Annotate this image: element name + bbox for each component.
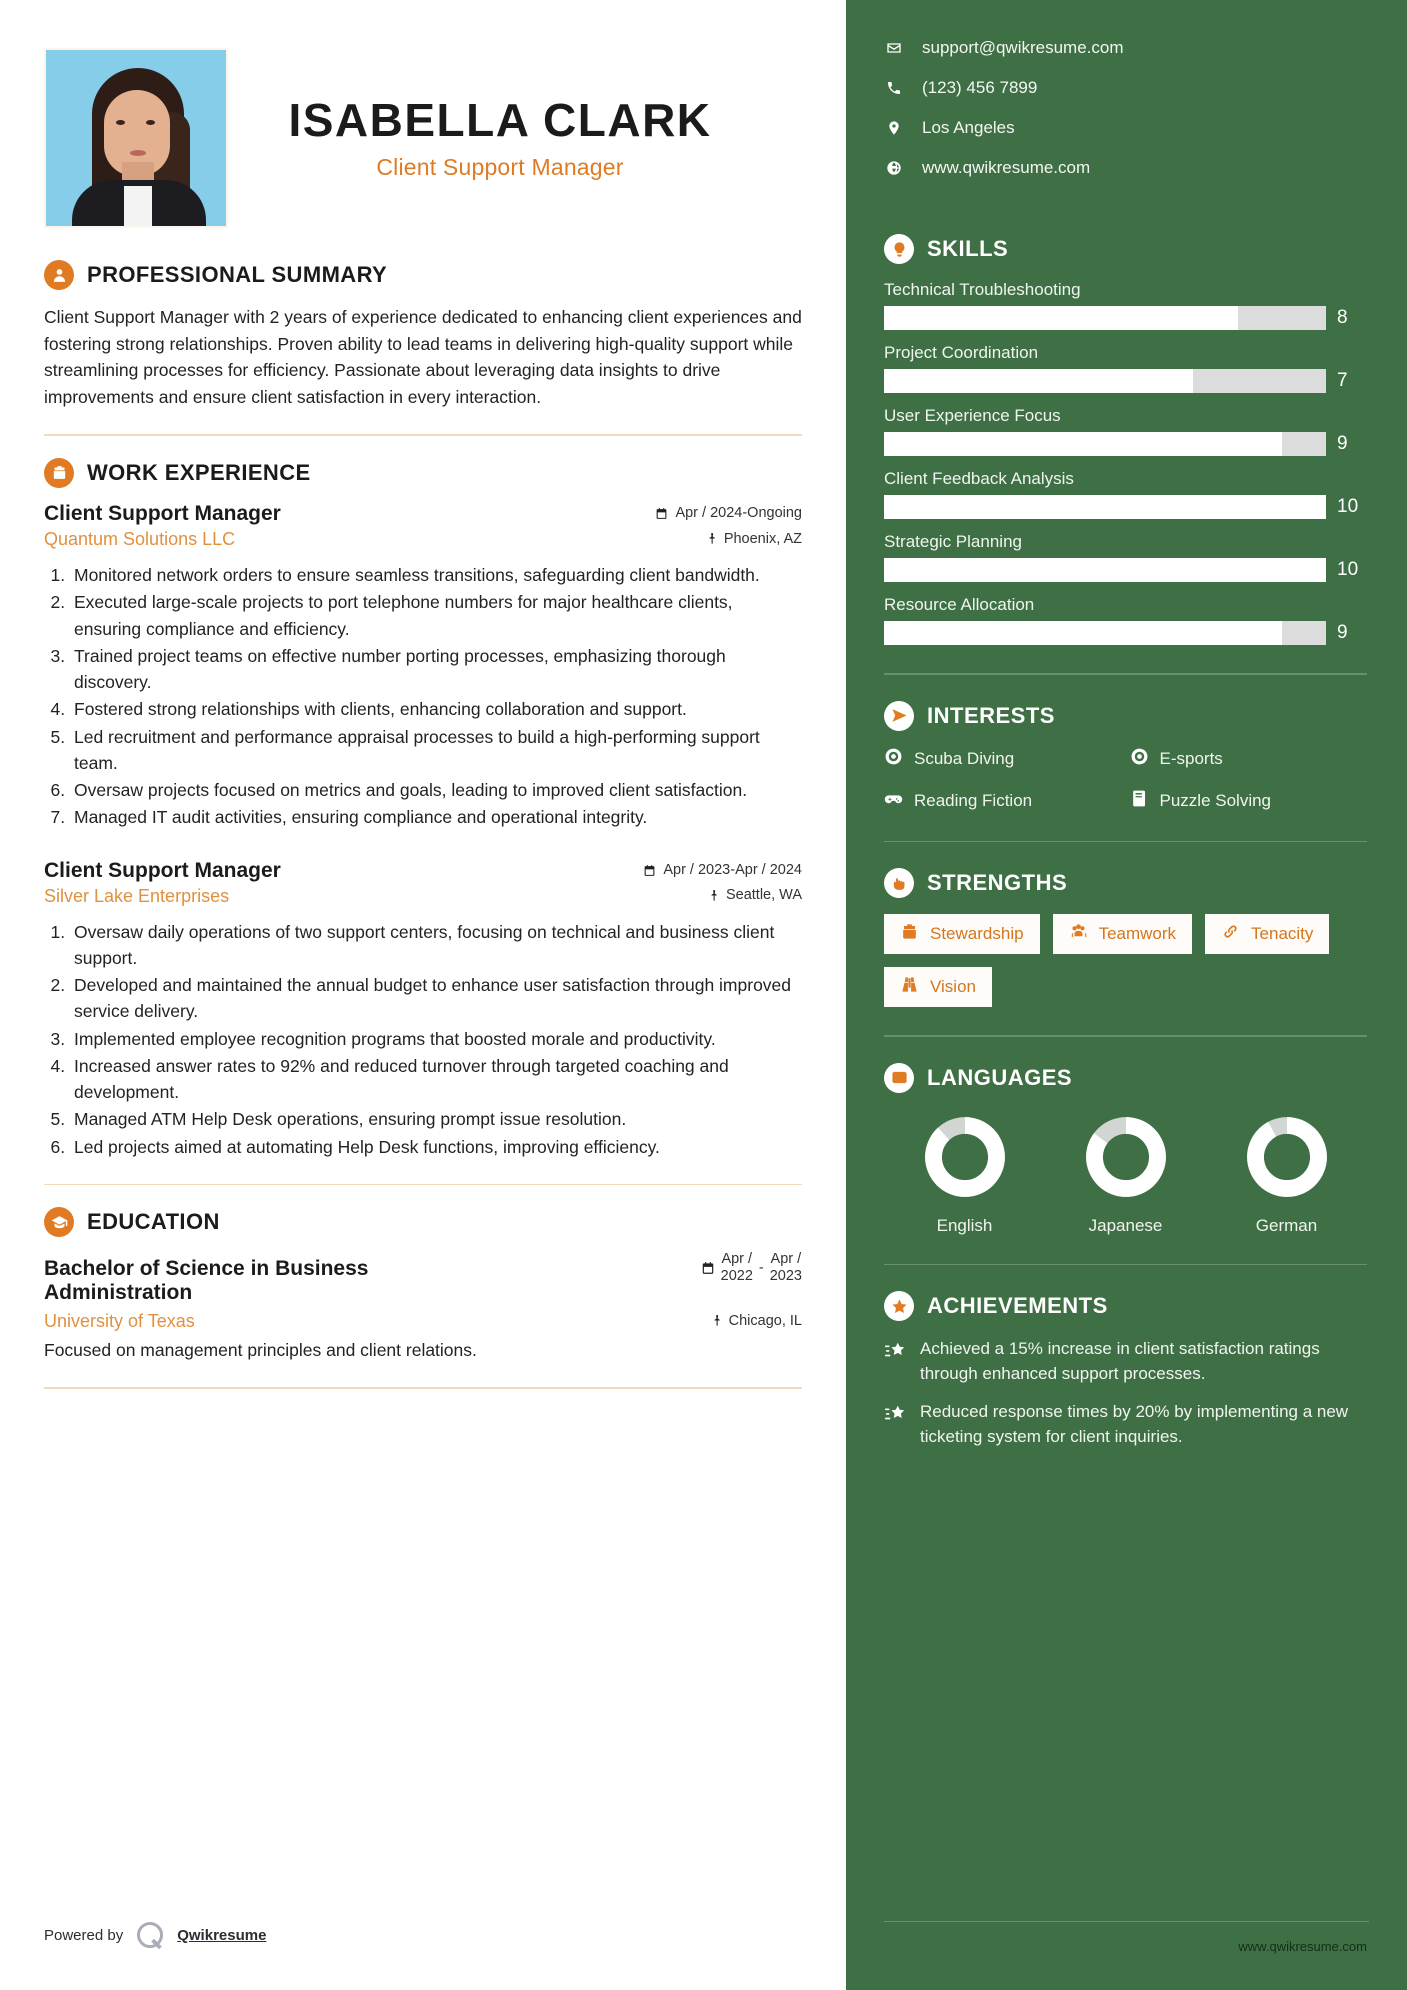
skill-bar [884,432,1326,456]
interest-item [1130,789,1368,813]
divider-2 [44,1184,802,1186]
school-name: University of Texas [44,1311,195,1332]
contact-phone-text: (123) 456 7899 [922,78,1038,97]
sidebar-divider-1 [884,673,1367,675]
languages-section [884,1063,1367,1236]
skill-item [884,532,1367,582]
envelope-icon [884,40,904,56]
divider-3 [44,1387,802,1389]
education-date-end-line1: Apr / [770,1251,802,1268]
list-item: 5. Managed ATM Help Desk operations, ensuring prompt issue resolution. [70,1106,802,1132]
contact-phone-row[interactable] [884,78,1367,98]
link-icon [1221,922,1240,946]
lightbulb-icon [884,234,914,264]
person-icon [44,260,74,290]
interest-item [884,789,1122,813]
skill-label: Project Coordination [884,343,1039,362]
gamepad-icon [884,789,903,813]
work-title: WORK EXPERIENCE [87,459,311,485]
fist-icon [884,868,914,898]
language-label: German [1255,1215,1318,1235]
skill-bar [884,495,1326,519]
contact-section [884,38,1367,178]
language-item [1245,1115,1329,1236]
skills-title: SKILLS [927,236,1009,261]
interest-label: Puzzle Solving [1159,790,1272,810]
skills-section [884,234,1367,645]
list-item: 3. Trained project teams on effective number porting processes, emphasizing thorough discovery. [70,643,802,696]
achievement-item [884,1400,1367,1449]
right-sidebar [846,0,1407,1990]
education-section [44,1207,802,1361]
languages-heading [884,1063,1367,1093]
strengths-heading [884,868,1367,898]
achievements-heading [884,1291,1367,1321]
interest-label: E-sports [1159,748,1223,768]
phone-icon [884,80,904,96]
strength-chip [1205,914,1329,954]
skill-bar [884,306,1326,330]
skill-item [884,343,1367,393]
binoculars-icon [900,975,919,999]
education-date-start [721,1251,753,1284]
education-date-separator: - [758,1260,764,1277]
map-pin-icon [884,120,904,136]
contact-location-row [884,118,1367,138]
list-item: 1. Monitored network orders to ensure seamless transitions, safeguarding client bandwidth. [70,562,802,588]
education-date-end-line2: 2023 [769,1268,802,1285]
contact-email-text: support@qwikresume.com [922,38,1124,57]
job-dates [643,862,802,878]
list-item: 6. Oversaw projects focused on metrics and goals, leading to improved client satisfaction. [70,777,802,803]
briefcase-icon [900,922,919,946]
pin-icon [706,889,719,902]
summary-heading [44,260,802,290]
degree-title: Bachelor of Science in Business Administration [44,1257,369,1305]
strengths-title: STRENGTHS [927,870,1068,895]
achievements-title: ACHIEVEMENTS [927,1293,1108,1318]
job-company: Silver Lake Enterprises [44,885,230,906]
education-heading [44,1207,802,1237]
powered-by-footer [44,1922,266,1948]
strength-label: Teamwork [1098,924,1177,943]
paper-plane-icon [884,701,914,731]
divider-1 [44,434,802,436]
job-dates-text: Apr / 2024-Ongoing [675,505,802,522]
job-title: Client Support Manager [44,501,281,525]
work-heading [44,458,802,488]
candidate-role: Client Support Manager [376,154,624,181]
translate-icon [884,1063,914,1093]
interest-item [1130,747,1368,771]
education-location-text: Chicago, IL [728,1312,802,1329]
contact-website-row[interactable] [884,158,1367,178]
job-title: Client Support Manager [44,858,281,882]
language-label: English [936,1215,993,1235]
skill-label: Technical Troubleshooting [884,280,1081,299]
skill-value: 10 [1337,496,1359,517]
strength-label: Stewardship [930,924,1024,943]
skill-value: 10 [1337,559,1359,580]
education-date-start-line1: Apr / [721,1251,753,1268]
skill-item [884,469,1367,519]
list-item: 6. Led projects aimed at automating Help Desk functions, improving efficiency. [70,1134,802,1160]
sidebar-divider-3 [884,1035,1367,1037]
strength-chip [884,967,992,1007]
language-item [923,1115,1007,1236]
skill-bar [884,369,1326,393]
qwikresume-logo-icon [137,1922,163,1948]
education-title: EDUCATION [87,1209,220,1235]
calendar-icon [655,507,668,520]
job-location-text: Phoenix, AZ [723,530,802,547]
globe-icon [884,160,904,176]
language-donut-chart [923,1115,1007,1199]
sidebar-divider-4 [884,1264,1367,1266]
skill-label: Client Feedback Analysis [884,469,1074,488]
achievements-section [884,1291,1367,1450]
list-item: 2. Developed and maintained the annual budget to enhance user satisfaction through improved service delivery. [70,972,802,1025]
skill-bar [884,558,1326,582]
achievement-item [884,1337,1367,1386]
contact-email-row[interactable] [884,38,1367,58]
powered-by-label: Powered by [44,1926,124,1944]
star-icon [884,1291,914,1321]
strength-label: Vision [930,977,976,996]
language-donut-chart [1245,1115,1329,1199]
list-item: 1. Oversaw daily operations of two support centers, focusing on technical and business client support. [70,919,802,972]
skill-label: Strategic Planning [884,532,1022,551]
achievement-text: Achieved a 15% increase in client satisfaction ratings through enhanced support processes. [920,1339,1320,1383]
job-dates [655,505,802,521]
education-location [709,1313,802,1329]
skill-item [884,595,1367,645]
interest-item [884,747,1122,771]
skill-bar [884,621,1326,645]
interest-label: Scuba Diving [914,748,1015,768]
language-donut-chart [1084,1115,1168,1199]
professional-summary-section [44,260,802,410]
education-date-start-line2: 2022 [720,1268,753,1285]
lifebuoy-icon [884,747,903,771]
qwikresume-link[interactable]: Qwikresume [177,1926,267,1944]
skills-heading [884,234,1367,264]
people-icon [1069,922,1088,946]
job-entry [44,859,802,1160]
book-icon [1130,789,1149,813]
pin-icon [704,532,717,545]
sidebar-divider-2 [884,841,1367,843]
summary-title: PROFESSIONAL SUMMARY [87,262,388,287]
job-company: Quantum Solutions LLC [44,529,236,550]
summary-text: Client Support Manager with 2 years of experience dedicated to enhancing client experiences and fostering strong relationships. Proven ability to lead teams in delivering high-quality support while streamlining processes for efficiency. Passionate about leveraging data insights to drive improvements and ensure client satisfaction in every interaction. [44,307,802,407]
profile-photo [44,48,228,228]
list-item: 2. Executed large-scale projects to port telephone numbers for major healthcare clients, ensuring compliance and efficiency. [70,589,802,642]
skill-item [884,406,1367,456]
contact-website-text: www.qwikresume.com [922,158,1091,177]
job-location [706,887,802,903]
job-location-text: Seattle, WA [725,887,802,904]
list-item: 7. Managed IT audit activities, ensuring compliance and operational integrity. [70,804,802,830]
interests-section [884,701,1367,813]
job-dates-text: Apr / 2023-Apr / 2024 [663,862,802,879]
sidebar-website-footer: www.qwikresume.com [1238,1939,1367,1954]
strengths-section [884,868,1367,1007]
strength-chip [1053,914,1192,954]
job-bullets [70,919,802,1160]
sidebar-footer-divider [884,1921,1369,1923]
candidate-name: ISABELLA CLARK [288,94,712,146]
interests-heading [884,701,1367,731]
skill-value: 9 [1337,433,1348,454]
skill-label: User Experience Focus [884,406,1061,425]
star-burst-icon [884,1337,906,1386]
briefcase-icon [44,458,74,488]
education-description: Focused on management principles and client relations. [44,1340,477,1361]
lifebuoy-icon [1130,747,1149,771]
list-item: 5. Led recruitment and performance appraisal processes to build a high-performing support team. [70,724,802,777]
list-item: 3. Implemented employee recognition programs that boosted morale and productivity. [70,1026,802,1052]
skill-value: 7 [1337,370,1348,391]
list-item: 4. Fostered strong relationships with clients, enhancing collaboration and support. [70,696,802,722]
interests-title: INTERESTS [927,702,1055,728]
resume-header [44,48,802,228]
graduation-icon [44,1207,74,1237]
skill-label: Resource Allocation [884,595,1035,614]
language-item [1084,1115,1168,1236]
strength-label: Tenacity [1251,924,1314,943]
skill-value: 8 [1337,307,1348,328]
education-date-end [770,1251,802,1284]
list-item: 4. Increased answer rates to 92% and reduced turnover through targeted coaching and development. [70,1053,802,1106]
contact-location-text: Los Angeles [922,118,1015,137]
star-burst-icon [884,1400,906,1449]
job-location [704,531,802,547]
work-experience-section [44,458,802,1160]
interest-label: Reading Fiction [914,790,1033,810]
job-bullets [70,562,802,831]
pin-icon [709,1314,722,1327]
language-label: Japanese [1088,1215,1163,1235]
languages-title: LANGUAGES [927,1064,1073,1090]
skill-item [884,280,1367,330]
achievement-text: Reduced response times by 20% by implementing a new ticketing system for client inquiries. [920,1402,1349,1446]
calendar-icon [643,864,656,877]
calendar-icon [701,1261,715,1275]
job-entry [44,502,802,831]
skill-value: 9 [1337,622,1348,643]
education-dates [701,1251,802,1284]
strength-chip [884,914,1040,954]
name-block [228,48,802,181]
